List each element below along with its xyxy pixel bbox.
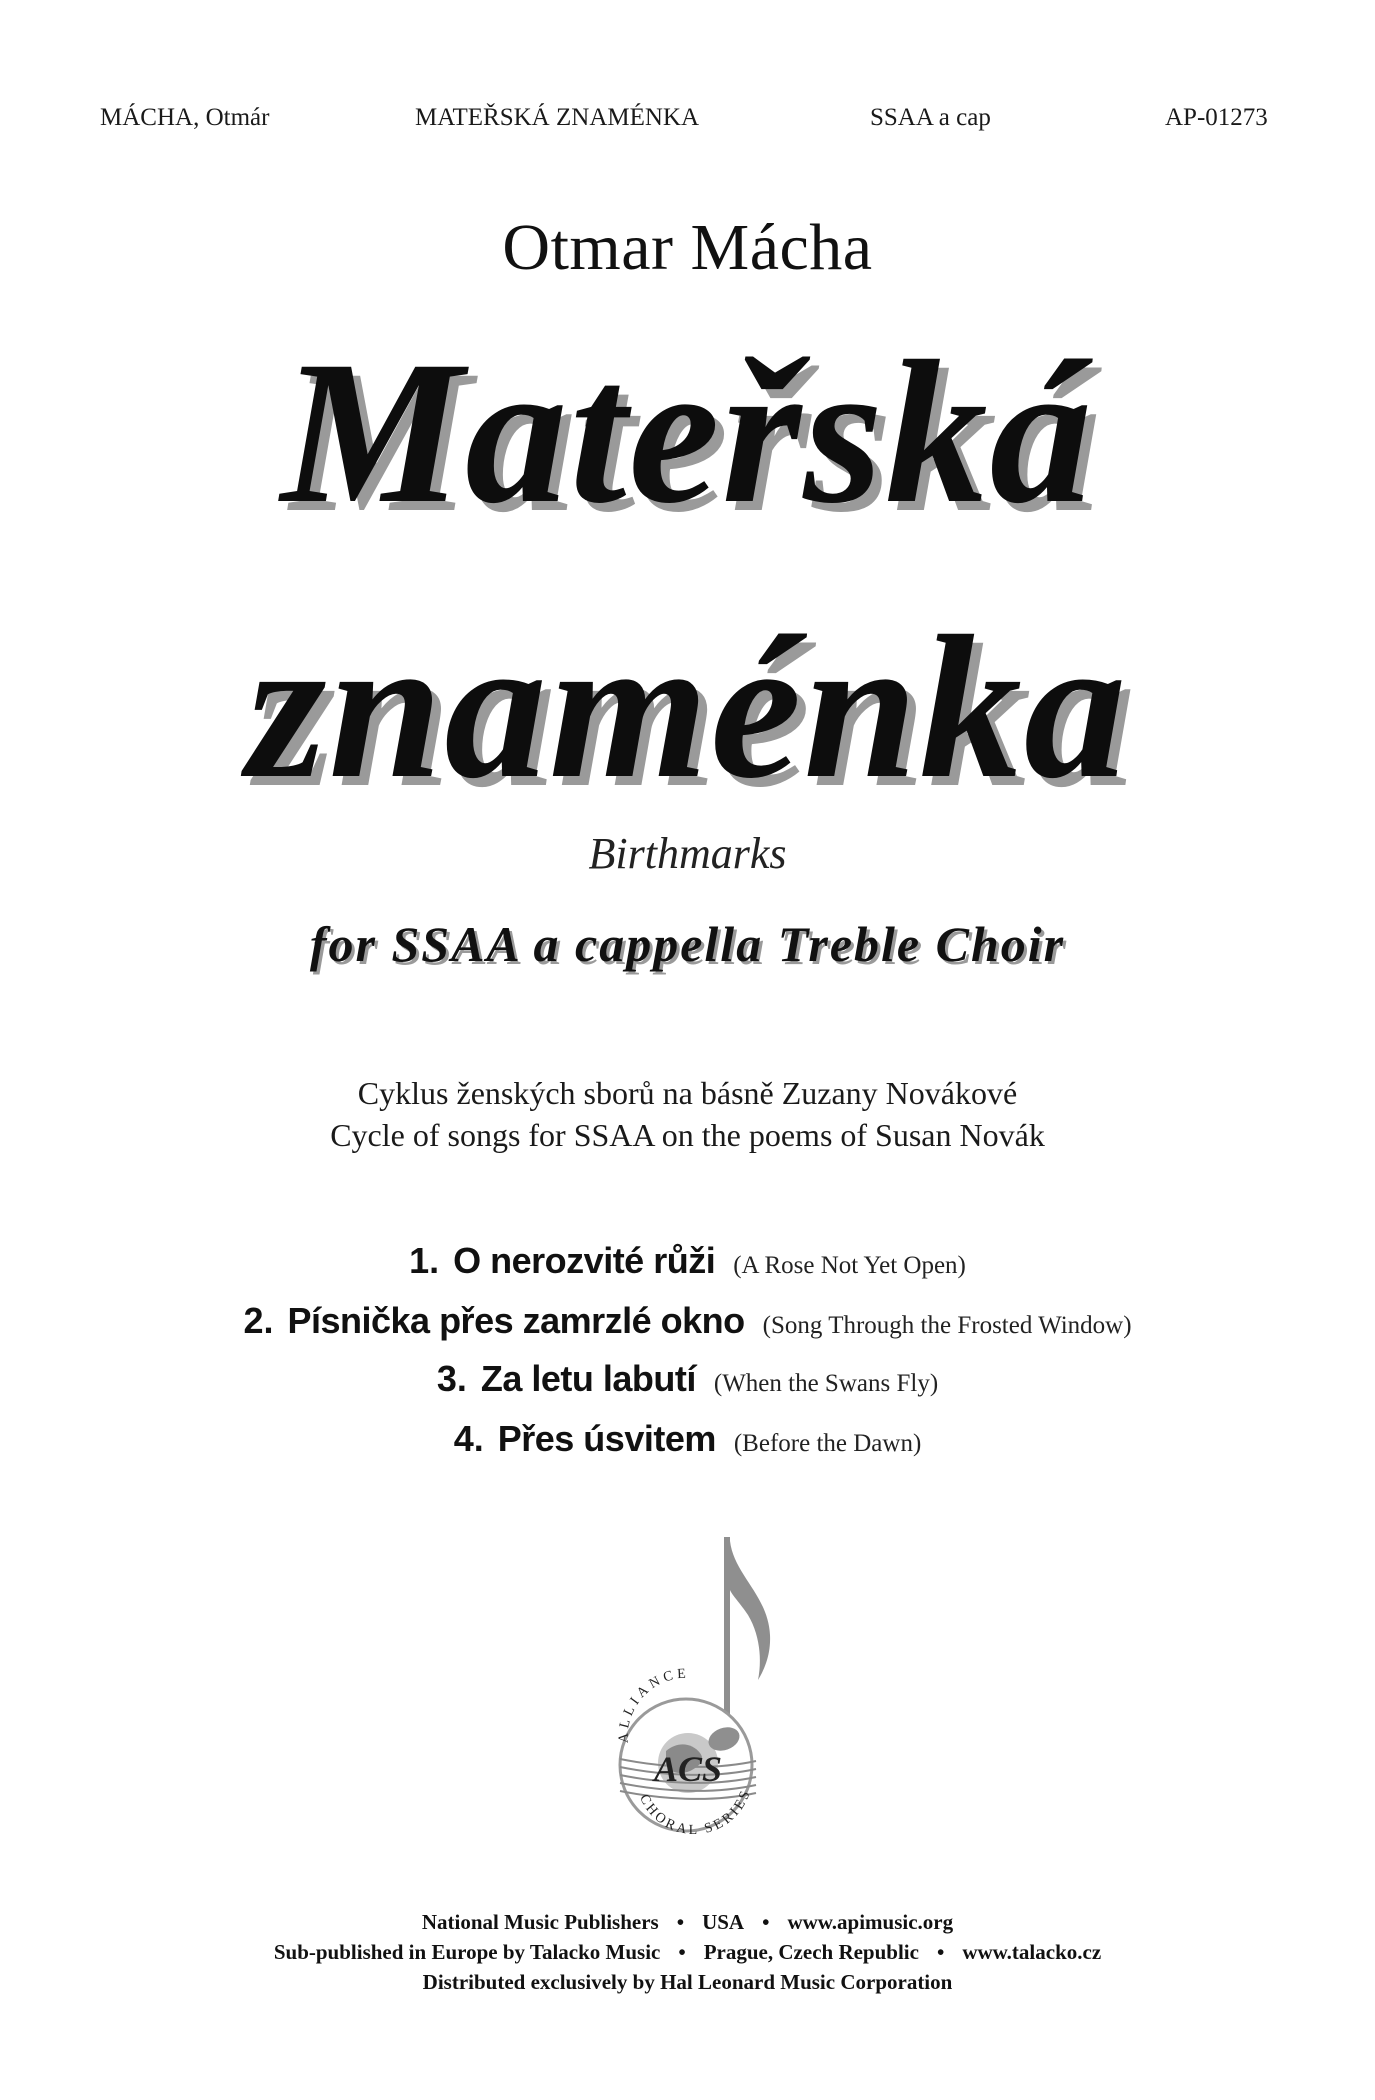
bullet-separator: • (936, 1940, 945, 1964)
song-number: 1. (409, 1240, 440, 1281)
publisher-website: www.apimusic.org (787, 1910, 954, 1934)
bullet-separator: • (676, 1910, 685, 1934)
cycle-description-english: Cycle of songs for SSAA on the poems of Susan Novák (330, 1117, 1045, 1153)
english-subtitle: Birthmarks (588, 829, 787, 878)
publisher-line (0, 1910, 1375, 1935)
header-composer: MÁCHA, Otmár (100, 104, 270, 131)
sub-publisher-website: www.talacko.cz (962, 1940, 1102, 1964)
header-voicing: SSAA a cap (870, 104, 991, 131)
song-title-czech: O nerozvité růži (453, 1240, 716, 1281)
song-title-english: (When the Swans Fly) (713, 1370, 939, 1397)
title-line-1: Mateřská (280, 319, 1095, 546)
song-item (0, 1418, 1375, 1460)
composer-name: Otmar Mácha (502, 211, 873, 284)
logo-arc-bottom: CHORAL SERIES (636, 1786, 755, 1839)
song-number: 3. (436, 1358, 467, 1399)
song-title-english: (Song Through the Frosted Window) (762, 1312, 1132, 1339)
song-item (0, 1300, 1375, 1342)
song-title-czech: Za letu labutí (480, 1358, 696, 1399)
music-note-logo-icon (600, 1535, 780, 1860)
song-title-english: (A Rose Not Yet Open) (733, 1252, 966, 1279)
bullet-separator: • (762, 1910, 770, 1934)
song-number: 2. (243, 1300, 274, 1341)
song-item (0, 1358, 1375, 1400)
sub-publisher-location: Prague, Czech Republic (703, 1940, 919, 1964)
publisher-name: National Music Publishers (421, 1910, 659, 1934)
title-line-2: znaménka (246, 594, 1129, 821)
distributor-line: Distributed exclusively by Hal Leonard Music Corporation (422, 1970, 953, 1994)
bullet-separator: • (678, 1940, 686, 1964)
running-header (0, 104, 1375, 144)
logo-arc-top: ALLIANCE (616, 1666, 691, 1744)
song-item (0, 1240, 1375, 1282)
ensemble-line: for SSAA a cappella Treble Choir (309, 916, 1066, 972)
header-catalog-number: AP-01273 (1165, 104, 1268, 131)
song-title-czech: Přes úsvitem (497, 1418, 716, 1459)
song-title-czech: Písnička přes zamrzlé okno (287, 1300, 745, 1341)
song-title-english: (Before the Dawn) (733, 1430, 922, 1457)
cycle-description-czech: Cyklus ženských sborů na básně Zuzany Novákové (357, 1075, 1018, 1111)
alliance-choral-series-logo (600, 1535, 780, 1860)
logo-initials: ACS (653, 1749, 723, 1789)
header-title: MATEŘSKÁ ZNAMÉNKA (415, 104, 700, 131)
song-number: 4. (453, 1418, 484, 1459)
sub-publisher-name: Sub-published in Europe by Talacko Music (273, 1940, 661, 1964)
sub-publisher-line (0, 1940, 1375, 1965)
publisher-country: USA (702, 1910, 745, 1934)
